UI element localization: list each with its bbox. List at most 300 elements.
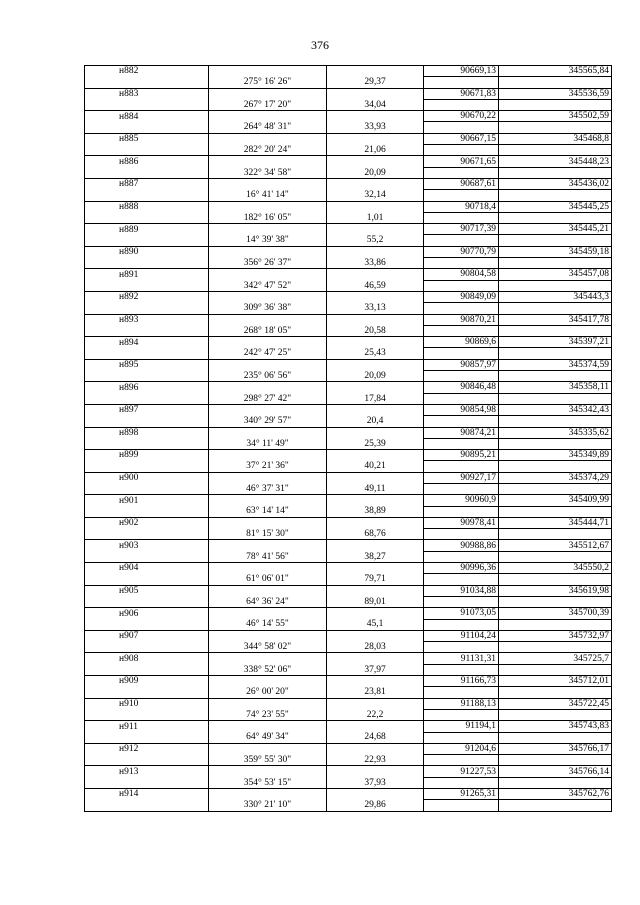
segment-row — [85, 777, 612, 788]
segment-row — [85, 167, 612, 178]
angle-cell-empty — [209, 495, 327, 506]
segment-spacer-cell — [85, 777, 209, 788]
segment-length-cell: 68,76 — [327, 529, 424, 540]
segment-spacer-cell — [85, 145, 209, 156]
x-coordinate-cell: 90671,65 — [424, 156, 499, 167]
point-name-cell: н912 — [85, 743, 209, 754]
y-coordinate-cell: 345409,99 — [499, 495, 612, 506]
segment-row — [85, 461, 612, 472]
x-coordinate-cell: 90874,21 — [424, 427, 499, 438]
segment-length-cell: 33,93 — [327, 122, 424, 133]
angle-cell-empty — [209, 156, 327, 167]
direction-angle-cell: 46° 14' 55" — [209, 619, 327, 630]
segment-row — [85, 303, 612, 314]
segment-spacer-cell — [85, 596, 209, 607]
angle-cell-empty — [209, 314, 327, 325]
angle-cell-empty — [209, 721, 327, 732]
segment-x-spacer — [424, 371, 499, 382]
segment-spacer-cell — [85, 551, 209, 562]
direction-angle-cell: 330° 21' 10" — [209, 800, 327, 811]
segment-y-spacer — [499, 303, 612, 314]
angle-cell-empty — [209, 133, 327, 144]
x-coordinate-cell: 90667,15 — [424, 133, 499, 144]
segment-spacer-cell — [85, 77, 209, 88]
direction-angle-cell: 64° 36' 24" — [209, 596, 327, 607]
segment-length-cell: 23,81 — [327, 687, 424, 698]
angle-cell-empty — [209, 653, 327, 664]
segment-length-cell: 45,1 — [327, 619, 424, 630]
y-coordinate-cell: 345762,76 — [499, 789, 612, 800]
point-row — [85, 676, 612, 687]
x-coordinate-cell: 90854,98 — [424, 404, 499, 415]
point-row — [85, 495, 612, 506]
length-cell-empty — [327, 246, 424, 257]
y-coordinate-cell: 345445,25 — [499, 201, 612, 212]
angle-cell-empty — [209, 201, 327, 212]
segment-row — [85, 732, 612, 743]
angle-cell-empty — [209, 766, 327, 777]
length-cell-empty — [327, 789, 424, 800]
y-coordinate-cell: 345743,83 — [499, 721, 612, 732]
segment-y-spacer — [499, 145, 612, 156]
segment-length-cell: 29,37 — [327, 77, 424, 88]
segment-x-spacer — [424, 483, 499, 494]
angle-cell-empty — [209, 337, 327, 348]
segment-y-spacer — [499, 122, 612, 133]
segment-y-spacer — [499, 777, 612, 788]
point-name-cell: н889 — [85, 224, 209, 235]
segment-spacer-cell — [85, 393, 209, 404]
length-cell-empty — [327, 156, 424, 167]
segment-y-spacer — [499, 348, 612, 359]
angle-cell-empty — [209, 585, 327, 596]
point-row — [85, 450, 612, 461]
direction-angle-cell: 182° 16' 05" — [209, 212, 327, 223]
segment-x-spacer — [424, 416, 499, 427]
point-name-cell: н894 — [85, 337, 209, 348]
y-coordinate-cell: 345335,62 — [499, 427, 612, 438]
x-coordinate-cell: 91227,53 — [424, 766, 499, 777]
segment-row — [85, 258, 612, 269]
segment-x-spacer — [424, 709, 499, 720]
direction-angle-cell: 63° 14' 14" — [209, 506, 327, 517]
segment-length-cell: 29,86 — [327, 800, 424, 811]
y-coordinate-cell: 345457,08 — [499, 269, 612, 280]
direction-angle-cell: 338° 52' 06" — [209, 664, 327, 675]
point-name-cell: н906 — [85, 608, 209, 619]
direction-angle-cell: 64° 49' 34" — [209, 732, 327, 743]
point-name-cell: н888 — [85, 201, 209, 212]
angle-cell-empty — [209, 517, 327, 528]
point-row — [85, 111, 612, 122]
point-name-cell: н883 — [85, 88, 209, 99]
x-coordinate-cell: 90996,36 — [424, 563, 499, 574]
direction-angle-cell: 81° 15' 30" — [209, 529, 327, 540]
point-name-cell: н901 — [85, 495, 209, 506]
point-row — [85, 789, 612, 800]
x-coordinate-cell: 90988,86 — [424, 540, 499, 551]
segment-x-spacer — [424, 258, 499, 269]
length-cell-empty — [327, 133, 424, 144]
x-coordinate-cell: 90927,17 — [424, 472, 499, 483]
length-cell-empty — [327, 314, 424, 325]
segment-spacer-cell — [85, 664, 209, 675]
segment-spacer-cell — [85, 619, 209, 630]
segment-x-spacer — [424, 755, 499, 766]
segment-length-cell: 22,2 — [327, 709, 424, 720]
segment-row — [85, 145, 612, 156]
x-coordinate-cell: 90978,41 — [424, 517, 499, 528]
x-coordinate-cell: 90669,13 — [424, 66, 499, 77]
y-coordinate-cell: 345732,97 — [499, 630, 612, 641]
angle-cell-empty — [209, 66, 327, 77]
length-cell-empty — [327, 201, 424, 212]
point-name-cell: н885 — [85, 133, 209, 144]
point-name-cell: н895 — [85, 359, 209, 370]
point-row — [85, 382, 612, 393]
point-name-cell: н884 — [85, 111, 209, 122]
segment-spacer-cell — [85, 483, 209, 494]
segment-spacer-cell — [85, 212, 209, 223]
angle-cell-empty — [209, 676, 327, 687]
segment-row — [85, 619, 612, 630]
segment-length-cell: 37,97 — [327, 664, 424, 675]
direction-angle-cell: 344° 58' 02" — [209, 642, 327, 653]
point-name-cell: н914 — [85, 789, 209, 800]
length-cell-empty — [327, 359, 424, 370]
direction-angle-cell: 46° 37' 31" — [209, 483, 327, 494]
segment-x-spacer — [424, 393, 499, 404]
point-name-cell: н913 — [85, 766, 209, 777]
x-coordinate-cell: 91104,24 — [424, 630, 499, 641]
segment-y-spacer — [499, 596, 612, 607]
segment-spacer-cell — [85, 371, 209, 382]
point-row — [85, 653, 612, 664]
segment-x-spacer — [424, 235, 499, 246]
point-row — [85, 337, 612, 348]
segment-y-spacer — [499, 99, 612, 110]
y-coordinate-cell: 345443,3 — [499, 291, 612, 302]
segment-x-spacer — [424, 303, 499, 314]
x-coordinate-cell: 91188,13 — [424, 698, 499, 709]
point-row — [85, 540, 612, 551]
segment-row — [85, 551, 612, 562]
point-row — [85, 314, 612, 325]
segment-row — [85, 190, 612, 201]
segment-x-spacer — [424, 642, 499, 653]
segment-spacer-cell — [85, 642, 209, 653]
segment-y-spacer — [499, 167, 612, 178]
segment-x-spacer — [424, 619, 499, 630]
x-coordinate-cell: 91166,73 — [424, 676, 499, 687]
point-row — [85, 743, 612, 754]
segment-x-spacer — [424, 596, 499, 607]
length-cell-empty — [327, 178, 424, 189]
y-coordinate-cell: 345374,29 — [499, 472, 612, 483]
x-coordinate-cell: 91265,31 — [424, 789, 499, 800]
point-name-cell: н904 — [85, 563, 209, 574]
segment-row — [85, 348, 612, 359]
segment-length-cell: 38,89 — [327, 506, 424, 517]
point-name-cell: н911 — [85, 721, 209, 732]
length-cell-empty — [327, 382, 424, 393]
segment-y-spacer — [499, 800, 612, 811]
x-coordinate-cell: 90804,58 — [424, 269, 499, 280]
segment-spacer-cell — [85, 732, 209, 743]
angle-cell-empty — [209, 111, 327, 122]
y-coordinate-cell: 345766,17 — [499, 743, 612, 754]
segment-x-spacer — [424, 438, 499, 449]
segment-spacer-cell — [85, 99, 209, 110]
segment-spacer-cell — [85, 529, 209, 540]
point-name-cell: н892 — [85, 291, 209, 302]
length-cell-empty — [327, 66, 424, 77]
point-name-cell: н903 — [85, 540, 209, 551]
length-cell-empty — [327, 404, 424, 415]
segment-y-spacer — [499, 371, 612, 382]
segment-length-cell: 37,93 — [327, 777, 424, 788]
segment-length-cell: 32,14 — [327, 190, 424, 201]
segment-row — [85, 212, 612, 223]
segment-length-cell: 20,4 — [327, 416, 424, 427]
segment-row — [85, 235, 612, 246]
length-cell-empty — [327, 111, 424, 122]
segment-x-spacer — [424, 506, 499, 517]
point-name-cell: н893 — [85, 314, 209, 325]
segment-row — [85, 596, 612, 607]
point-row — [85, 88, 612, 99]
y-coordinate-cell: 345619,98 — [499, 585, 612, 596]
coordinates-table — [84, 65, 612, 812]
direction-angle-cell: 298° 27' 42" — [209, 393, 327, 404]
segment-spacer-cell — [85, 461, 209, 472]
segment-length-cell: 1,01 — [327, 212, 424, 223]
length-cell-empty — [327, 495, 424, 506]
segment-x-spacer — [424, 687, 499, 698]
segment-y-spacer — [499, 416, 612, 427]
x-coordinate-cell: 91131,31 — [424, 653, 499, 664]
x-coordinate-cell: 90960,9 — [424, 495, 499, 506]
length-cell-empty — [327, 676, 424, 687]
segment-row — [85, 416, 612, 427]
y-coordinate-cell: 345766,14 — [499, 766, 612, 777]
segment-x-spacer — [424, 664, 499, 675]
segment-row — [85, 99, 612, 110]
segment-length-cell: 33,13 — [327, 303, 424, 314]
segment-row — [85, 122, 612, 133]
point-row — [85, 359, 612, 370]
direction-angle-cell: 235° 06' 56" — [209, 371, 327, 382]
point-row — [85, 721, 612, 732]
segment-length-cell: 22,93 — [327, 755, 424, 766]
segment-row — [85, 709, 612, 720]
segment-y-spacer — [499, 574, 612, 585]
angle-cell-empty — [209, 472, 327, 483]
segment-x-spacer — [424, 777, 499, 788]
x-coordinate-cell: 90717,39 — [424, 224, 499, 235]
y-coordinate-cell: 345342,43 — [499, 404, 612, 415]
segment-y-spacer — [499, 325, 612, 336]
segment-y-spacer — [499, 709, 612, 720]
segment-row — [85, 371, 612, 382]
x-coordinate-cell: 90869,6 — [424, 337, 499, 348]
segment-y-spacer — [499, 732, 612, 743]
point-name-cell: н902 — [85, 517, 209, 528]
x-coordinate-cell: 91034,88 — [424, 585, 499, 596]
segment-row — [85, 529, 612, 540]
point-row — [85, 224, 612, 235]
direction-angle-cell: 26° 00' 20" — [209, 687, 327, 698]
segment-length-cell: 79,71 — [327, 574, 424, 585]
point-row — [85, 517, 612, 528]
direction-angle-cell: 78° 41' 56" — [209, 551, 327, 562]
length-cell-empty — [327, 743, 424, 754]
direction-angle-cell: 264° 48' 31" — [209, 122, 327, 133]
y-coordinate-cell: 345445,21 — [499, 224, 612, 235]
point-row — [85, 630, 612, 641]
segment-spacer-cell — [85, 506, 209, 517]
angle-cell-empty — [209, 178, 327, 189]
x-coordinate-cell: 90687,61 — [424, 178, 499, 189]
point-name-cell: н898 — [85, 427, 209, 438]
segment-x-spacer — [424, 167, 499, 178]
angle-cell-empty — [209, 743, 327, 754]
segment-y-spacer — [499, 438, 612, 449]
segment-y-spacer — [499, 280, 612, 291]
length-cell-empty — [327, 472, 424, 483]
direction-angle-cell: 340° 29' 57" — [209, 416, 327, 427]
direction-angle-cell: 342° 47' 52" — [209, 280, 327, 291]
point-row — [85, 133, 612, 144]
segment-y-spacer — [499, 190, 612, 201]
segment-row — [85, 687, 612, 698]
point-row — [85, 563, 612, 574]
segment-y-spacer — [499, 619, 612, 630]
angle-cell-empty — [209, 630, 327, 641]
angle-cell-empty — [209, 698, 327, 709]
segment-y-spacer — [499, 642, 612, 653]
segment-spacer-cell — [85, 325, 209, 336]
segment-y-spacer — [499, 393, 612, 404]
segment-y-spacer — [499, 506, 612, 517]
point-row — [85, 698, 612, 709]
segment-x-spacer — [424, 145, 499, 156]
segment-length-cell: 20,09 — [327, 167, 424, 178]
length-cell-empty — [327, 450, 424, 461]
direction-angle-cell: 16° 41' 14" — [209, 190, 327, 201]
segment-spacer-cell — [85, 235, 209, 246]
length-cell-empty — [327, 630, 424, 641]
point-row — [85, 201, 612, 212]
segment-length-cell: 34,04 — [327, 99, 424, 110]
point-name-cell: н886 — [85, 156, 209, 167]
point-name-cell: н891 — [85, 269, 209, 280]
point-name-cell: н910 — [85, 698, 209, 709]
segment-length-cell: 28,03 — [327, 642, 424, 653]
segment-length-cell: 40,21 — [327, 461, 424, 472]
x-coordinate-cell: 90870,21 — [424, 314, 499, 325]
point-name-cell: н896 — [85, 382, 209, 393]
segment-row — [85, 506, 612, 517]
point-name-cell: н897 — [85, 404, 209, 415]
segment-length-cell: 21,06 — [327, 145, 424, 156]
angle-cell-empty — [209, 291, 327, 302]
segment-length-cell: 20,09 — [327, 371, 424, 382]
direction-angle-cell: 359° 55' 30" — [209, 755, 327, 766]
y-coordinate-cell: 345550,2 — [499, 563, 612, 574]
length-cell-empty — [327, 721, 424, 732]
x-coordinate-cell: 90718,4 — [424, 201, 499, 212]
angle-cell-empty — [209, 540, 327, 551]
x-coordinate-cell: 91194,1 — [424, 721, 499, 732]
segment-y-spacer — [499, 529, 612, 540]
segment-spacer-cell — [85, 800, 209, 811]
direction-angle-cell: 74° 23' 55" — [209, 709, 327, 720]
angle-cell-empty — [209, 450, 327, 461]
y-coordinate-cell: 345536,59 — [499, 88, 612, 99]
segment-y-spacer — [499, 483, 612, 494]
point-row — [85, 156, 612, 167]
angle-cell-empty — [209, 359, 327, 370]
point-name-cell: н887 — [85, 178, 209, 189]
length-cell-empty — [327, 517, 424, 528]
segment-spacer-cell — [85, 574, 209, 585]
point-row — [85, 585, 612, 596]
y-coordinate-cell: 345374,59 — [499, 359, 612, 370]
segment-spacer-cell — [85, 687, 209, 698]
length-cell-empty — [327, 766, 424, 777]
segment-length-cell: 49,11 — [327, 483, 424, 494]
length-cell-empty — [327, 269, 424, 280]
angle-cell-empty — [209, 382, 327, 393]
length-cell-empty — [327, 608, 424, 619]
segment-x-spacer — [424, 122, 499, 133]
segment-x-spacer — [424, 461, 499, 472]
segment-length-cell: 24,68 — [327, 732, 424, 743]
direction-angle-cell: 356° 26' 37" — [209, 258, 327, 269]
coordinates-table-body — [85, 66, 612, 812]
segment-x-spacer — [424, 325, 499, 336]
segment-spacer-cell — [85, 416, 209, 427]
direction-angle-cell: 354° 53' 15" — [209, 777, 327, 788]
segment-row — [85, 755, 612, 766]
segment-spacer-cell — [85, 348, 209, 359]
segment-row — [85, 574, 612, 585]
y-coordinate-cell: 345444,71 — [499, 517, 612, 528]
segment-y-spacer — [499, 77, 612, 88]
point-name-cell: н905 — [85, 585, 209, 596]
angle-cell-empty — [209, 608, 327, 619]
segment-row — [85, 393, 612, 404]
segment-length-cell: 55,2 — [327, 235, 424, 246]
y-coordinate-cell: 345725,7 — [499, 653, 612, 664]
x-coordinate-cell: 90895,21 — [424, 450, 499, 461]
direction-angle-cell: 37° 21' 36" — [209, 461, 327, 472]
angle-cell-empty — [209, 269, 327, 280]
direction-angle-cell: 309° 36' 38" — [209, 303, 327, 314]
segment-row — [85, 325, 612, 336]
segment-y-spacer — [499, 212, 612, 223]
point-row — [85, 608, 612, 619]
point-name-cell: н899 — [85, 450, 209, 461]
y-coordinate-cell: 345502,59 — [499, 111, 612, 122]
segment-length-cell: 17,84 — [327, 393, 424, 404]
segment-x-spacer — [424, 732, 499, 743]
direction-angle-cell: 275° 16' 26" — [209, 77, 327, 88]
length-cell-empty — [327, 698, 424, 709]
y-coordinate-cell: 345468,8 — [499, 133, 612, 144]
segment-x-spacer — [424, 77, 499, 88]
